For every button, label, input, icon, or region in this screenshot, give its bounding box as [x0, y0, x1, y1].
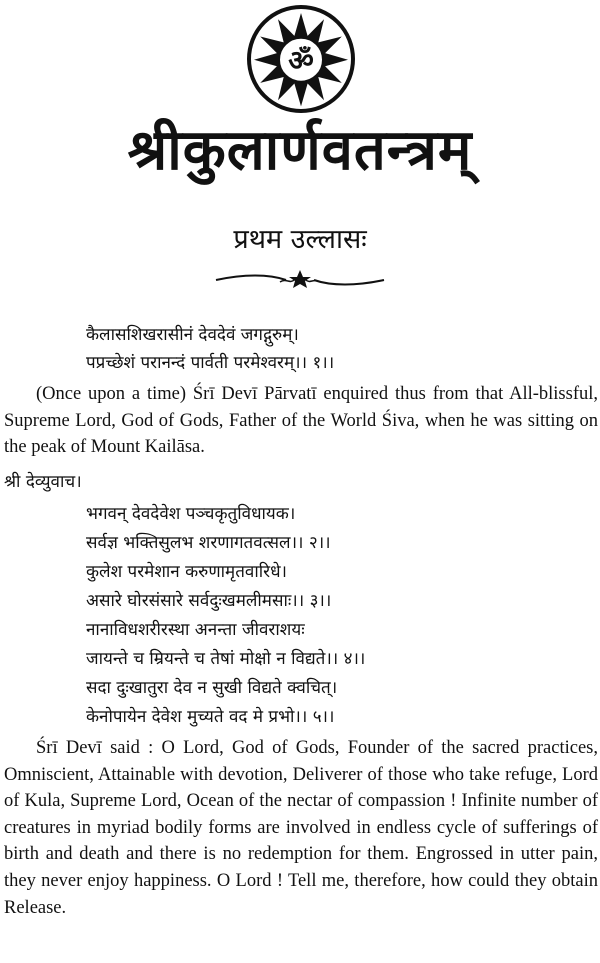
devi-verse-line-8: केनोपायेन देवेश मुच्यते वद मे प्रभो।। ५।।: [86, 707, 335, 727]
devi-verse-line-1: भगवन् देवदेवेश पञ्चकृतुविधायक।: [86, 504, 296, 524]
flourish-ornament-icon: [214, 268, 386, 290]
translation-paragraph-1: (Once upon a time) Śrī Devī Pārvatī enquired thus from that All-blissful, Supreme Lord, God of Gods, Father of the World Śiva, when he was sitting on the peak of Mount Kailāsa.: [4, 384, 598, 458]
chapter-heading: प्रथम उल्लासः: [233, 224, 367, 255]
opening-verse-line-2: पप्रच्छेशं परानन्दं पार्वती परमेश्वरम्।। १।।: [86, 353, 335, 373]
devi-verse-line-3: कुलेश परमेशान करुणामृतवारिधे।: [86, 562, 288, 582]
translation-paragraph-2: Śrī Devī said : O Lord, God of Gods, Founder of the sacred practices, Omniscient, Attainable with devotion, Deliverer of those who take refuge, Lord of Kula, Supreme Lord, Ocean of the nectar of compassion ! Infinite number of creatures in myriad bodily forms are involved in endless cycle of sufferings of birth and death and there is no redemption for them. Engrossed in utter pain, they never enjoy happiness. O Lord ! Tell me, therefore, how could they obtain Release.: [4, 738, 598, 918]
devi-verse-line-4: असारे घोरसंसारे सर्वदुःखमलीमसाः।। ३।।: [86, 591, 332, 611]
om-symbol-icon: ॐ: [288, 44, 314, 77]
devi-verse-line-7: सदा दुःखातुरा देव न सुखी विद्यते क्वचित्।: [86, 678, 338, 698]
book-title: श्रीकुलार्णवतन्त्रम्: [127, 118, 473, 183]
speaker-label: श्री देव्युवाच।: [4, 472, 82, 492]
devi-verse-line-2: सर्वज्ञ भक्तिसुलभ शरणागतवत्सल।। २।।: [86, 533, 331, 553]
devi-verse-line-5: नानाविधशरीरस्था अनन्ता जीवराशयः: [86, 620, 305, 640]
om-emblem: [246, 4, 356, 114]
devi-verse-line-6: जायन्ते च म्रियन्ते च तेषां मोक्षो न विद्यते।। ४।।: [86, 649, 366, 669]
opening-verse-line-1: कैलासशिखरासीनं देवदेवं जगद्गुरुम्।: [86, 325, 299, 345]
